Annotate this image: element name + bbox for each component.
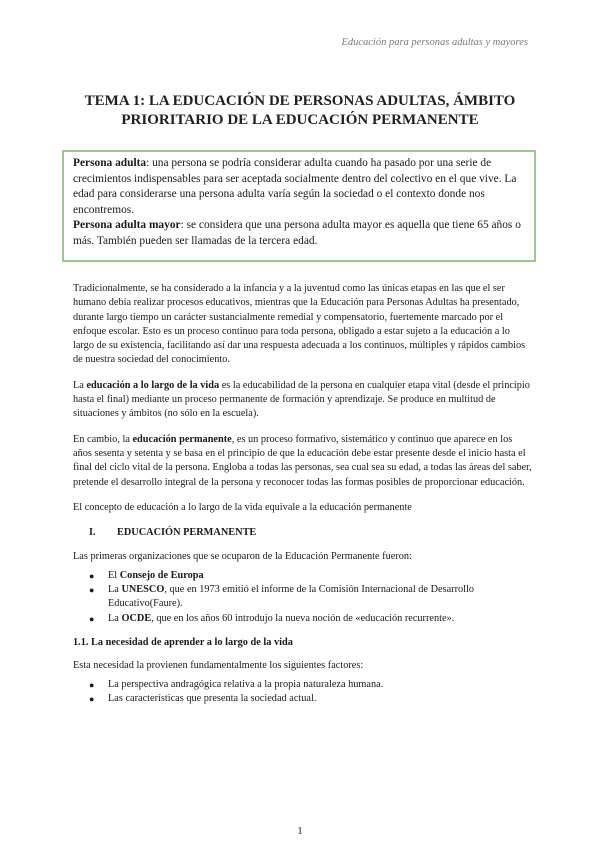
definition-text: : se considera que una persona adulta mayor es aquella que tiene 65 años o más. También pueden ser llamadas de la tercera edad.: [73, 219, 521, 247]
text-run: La: [108, 612, 122, 624]
definition-older-adult: [73, 218, 525, 249]
bullet-icon: ●: [89, 693, 95, 704]
section-intro: Las primeras organizaciones que se ocuparon de la Educación Permanente fueron:: [73, 551, 412, 563]
text-run: La perspectiva andragógica relativa a la propia naturaleza humana.: [108, 678, 384, 690]
title-line-1: TEMA 1: LA EDUCACIÓN DE PERSONAS ADULTAS, ÁMBITO: [84, 93, 516, 109]
subsection-intro: Esta necesidad la provienen fundamentalmente los siguientes factores:: [73, 660, 364, 672]
subsection-heading: 1.1. La necesidad de aprender a lo largo de la vida: [73, 636, 293, 648]
paragraph-equivalence: El concepto de educación a lo largo de la vida equivale a la educación permanente: [73, 501, 412, 513]
paragraph-lifelong-learning: [73, 379, 533, 422]
text-run: La: [108, 584, 122, 596]
text-run: , que en los años 60 introdujo la nueva noción de «educación recurrente».: [151, 612, 455, 624]
bullet-icon: ●: [89, 570, 95, 581]
text-run: , que en 1973 emitió el informe de la Comisión Internacional de Desarrollo Educativo(Faure).: [108, 584, 475, 610]
factors-list: [73, 678, 533, 707]
section-title: EDUCACIÓN PERMANENTE: [117, 527, 257, 539]
text-run: es la educabilidad de la persona en cualquier etapa vital (desde el principio hasta el final) mediante un proceso permanente de formación y aprendizaje. Se produce en multitud de situaciones y ámbitos (no sólo en la escuela).: [73, 379, 530, 420]
definition-term: Persona adulta: [73, 157, 147, 169]
list-item: [73, 583, 533, 612]
bold-term: educación permanente: [132, 433, 232, 445]
list-item: [73, 692, 533, 706]
bold-term: UNESCO: [121, 584, 165, 596]
text-run: El: [108, 569, 120, 581]
definitions-box: [62, 150, 536, 262]
page-title: [60, 92, 540, 130]
definition-adult: [73, 156, 525, 218]
page-number: 1: [297, 825, 303, 837]
text-run: En cambio, la: [73, 433, 133, 445]
text-run: , es un proceso formativo, sistemático y continuo que aparece en los años sesenta y setenta y se basa en el principio de que la educación debe estar presente desde el inicio hasta el final del ciclo vital de la persona. Engloba a todas las personas, sea cual sea su edad, a todas las áreas del saber, pretende el desarrollo integral de la persona y reconocer todas las formas posibles de proporcionar educación.: [73, 433, 532, 488]
definition-term: Persona adulta mayor: [73, 219, 181, 232]
text-run: Las características que presenta la sociedad actual.: [108, 692, 317, 704]
bullet-icon: ●: [89, 585, 95, 596]
bold-term: Consejo de Europa: [119, 569, 204, 581]
section-number: I.: [89, 527, 96, 539]
bullet-icon: ●: [89, 613, 95, 624]
list-item: [73, 569, 533, 583]
title-line-2: PRIORITARIO DE LA EDUCACIÓN PERMANENTE: [121, 112, 479, 128]
paragraph-intro: Tradicionalmente, se ha considerado a la infancia y a la juventud como las únicas etapas en las que el ser humano debía realizar procesos educativos, mientras que la Educación para Personas Adultas ha presentado, durante largo tiempo un carácter sustancialmente remedial y compensatorio, fuertemente marcado por el enfoque escolar. Esto es un proceso continuo para toda persona, obligado a estar sujeto a la educación a lo largo de su existencia, facilitando así dar una respuesta adecuada a los continuos, múltiples y rápidos cambios de nuestra sociedad del conocimiento.: [73, 283, 526, 366]
paragraph-permanent-education: [73, 433, 533, 490]
main-content: [73, 282, 533, 716]
organizations-list: [73, 569, 533, 626]
running-header: Educación para personas adultas y mayores: [341, 37, 528, 48]
section-heading: [73, 526, 533, 540]
bold-term: educación a lo largo de la vida: [86, 379, 220, 391]
list-item: [73, 678, 533, 692]
bold-term: OCDE: [121, 612, 152, 624]
list-item: [73, 612, 533, 626]
definition-text: : una persona se podría considerar adulta cuando ha pasado por una serie de crecimientos indispensables para ser aceptada socialmente dentro del colectivo en el que vive. La edad para considerarse una persona adulta varía según la sociedad o el contexto donde nos encontremos.: [73, 157, 517, 216]
bullet-icon: ●: [89, 679, 95, 690]
text-run: La: [73, 379, 87, 391]
